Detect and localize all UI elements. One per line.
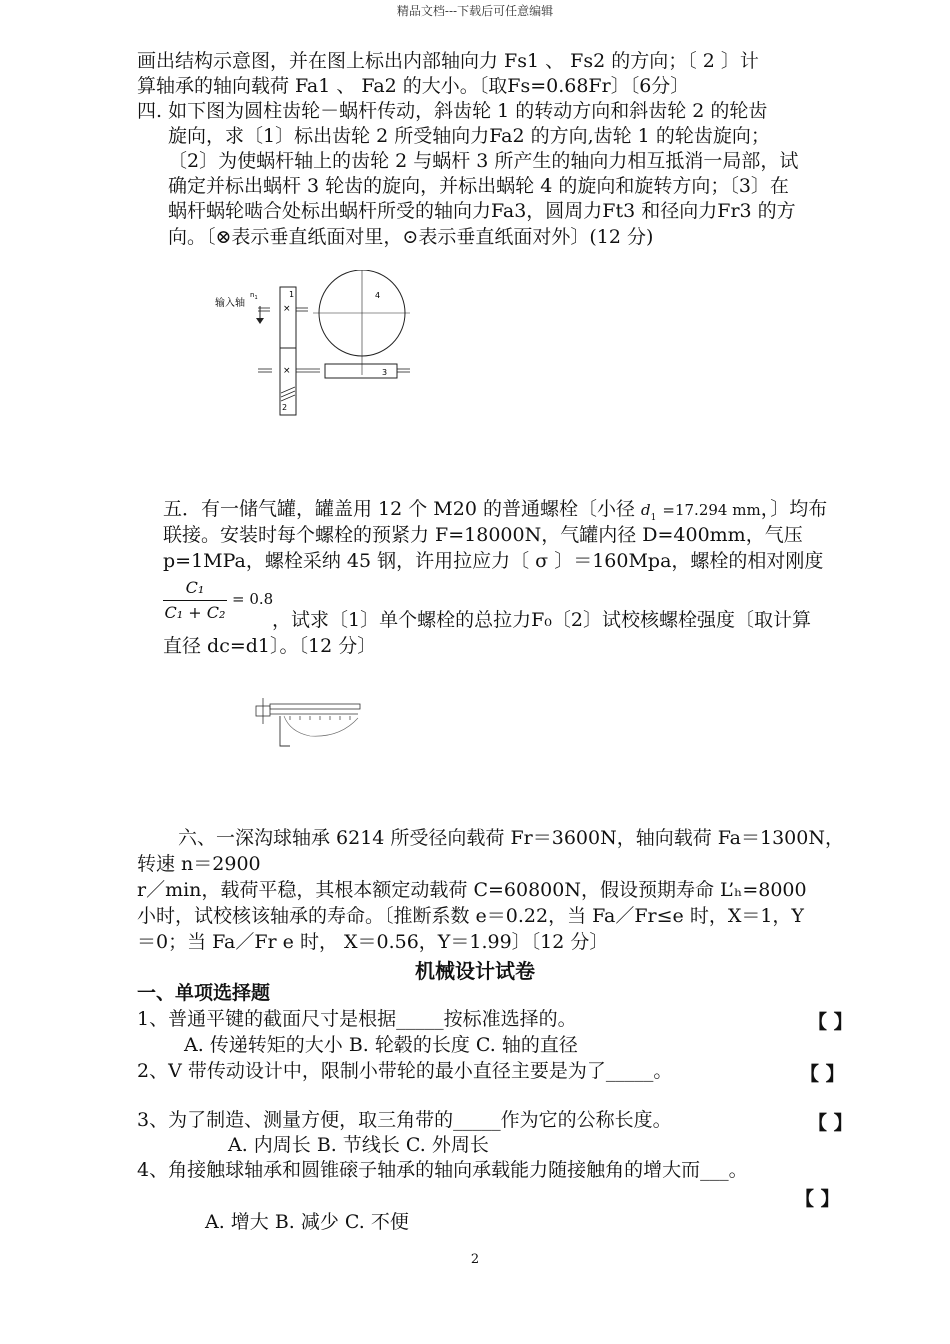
section6-line3: r／min，载荷平稳，其根本额定动载荷 C=60800N，假设预期寿命 L’ₕ=8000 [137, 879, 807, 901]
label-gear-1: 1 [289, 290, 295, 299]
question-4-options: A. 增大 B. 减少 C. 不便 [205, 1211, 409, 1233]
section4-line5: 蜗杆蜗轮啮合处标出蜗杆所受的轴向力Fa3，圆周力Ft3 和径向力Fr3 的方 [168, 200, 796, 222]
label-gear-2: 2 [282, 403, 288, 412]
section4-line3: 〔2〕为使蜗杆轴上的齿轮 2 与蜗杆 3 所产生的轴向力相互抵消一局部，试 [168, 150, 799, 172]
stiffness-fraction-denominator: C₁ + C₂ [164, 603, 226, 622]
pressure-tank-figure [250, 690, 365, 750]
n1-label: $n_1$ [250, 291, 258, 301]
question-1-options: A. 传递转矩的大小 B. 轮毂的长度 C. 轴的直径 [184, 1034, 578, 1056]
question-4-answer-bracket[interactable]: 【 】 [795, 1188, 840, 1210]
question-3-answer-bracket[interactable]: 【 】 [808, 1112, 853, 1134]
section5-line2: 联接。安装时每个螺栓的预紧力 F=18000N，气罐内径 D=400mm，气压 [163, 524, 803, 546]
fraction-bar [163, 600, 227, 601]
gear-worm-figure [210, 270, 440, 425]
exam-title: 机械设计试卷 [415, 959, 535, 983]
page-header: 精品文档---下载后可任意编辑 [396, 4, 554, 18]
label-worm-wheel-4: 4 [375, 291, 381, 300]
section5-line4: ，试求〔1〕单个螺栓的总拉力F₀〔2〕试校核螺栓强度〔取计算 [272, 609, 811, 631]
section4-line4: 确定并标出蜗杆 3 轮齿的旋向，并标出蜗轮 4 的旋向和旋转方向；〔3〕在 [168, 175, 789, 197]
section6-line2: 转速 n＝2900 [137, 853, 261, 875]
section6-line4: 小时，试校核该轴承的寿命。〔推断系数 e＝0.22，当 Fa／Fr≤e 时，X＝1，Y [137, 905, 804, 927]
stiffness-fraction-value: = 0.8 [232, 590, 274, 608]
question-4-stem: 4、角接触球轴承和圆锥磙子轴承的轴向承载能力随接触角的增大而___。 [137, 1159, 748, 1181]
stiffness-fraction-numerator: C₁ [185, 578, 205, 597]
question-3-stem: 3、为了制造、测量方便，取三角带的_____作为它的公称长度。 [137, 1109, 672, 1131]
section4-line6: 向。〔⊗表示垂直纸面对里，⊙表示垂直纸面对外〕(12 分) [168, 226, 654, 248]
section6-line5: ＝0；当 Fa／Fr e 时， X＝0.56，Y＝1.99〕〔12 分〕 [137, 931, 609, 953]
section3-line1: 画出结构示意图，并在图上标出内部轴向力 Fs1 、 Fs2 的方向；〔 2 〕计 [137, 50, 759, 72]
cross-symbol-1: × [283, 304, 291, 314]
section6-line1: 六、一深沟球轴承 6214 所受径向载荷 Fr＝3600N，轴向载荷 Fa＝1300N， [178, 827, 844, 849]
cross-symbol-2: × [283, 366, 291, 376]
section4-line1: 四. 如下图为圆柱齿轮－蜗杆传动，斜齿轮 1 的转动方向和斜齿轮 2 的轮齿 [137, 100, 768, 122]
section4-line2: 旋向，求〔1〕标出齿轮 2 所受轴向力Fa2 的方向,齿轮 1 的轮齿旋向； [168, 125, 770, 147]
question-1-stem: 1、普通平键的截面尺寸是根据_____按标准选择的。 [137, 1008, 577, 1030]
label-worm-3: 3 [382, 368, 388, 377]
part1-title: 一、单项选择题 [137, 982, 271, 1004]
question-2-answer-bracket[interactable]: 【 】 [800, 1063, 845, 1085]
section5-line5: 直径 dc=d1〕。〔12 分〕 [163, 635, 377, 657]
question-1-answer-bracket[interactable]: 【 】 [808, 1011, 853, 1033]
question-3-options: A. 内周长 B. 节线长 C. 外周长 [228, 1134, 489, 1156]
section5-line3: p=1MPa，螺栓采纳 45 钢，许用拉应力〔 σ 〕＝160Mpa，螺栓的相对刚度 [163, 550, 824, 572]
input-shaft-label: 输入轴 [215, 298, 245, 309]
section5-line1: 五．有一储气罐，罐盖用 12 个 M20 的普通螺栓〔小径 $d_1 =17.294$ mm，〕均布 [163, 498, 828, 523]
question-2-stem: 2、V 带传动设计中，限制小带轮的最小直径主要是为了_____。 [137, 1060, 673, 1082]
page-number: 2 [470, 1252, 480, 1267]
section3-line2: 算轴承的轴向载荷 Fa1 、 Fa2 的大小。〔取Fs=0.68Fr〕〔6分〕 [137, 75, 690, 97]
